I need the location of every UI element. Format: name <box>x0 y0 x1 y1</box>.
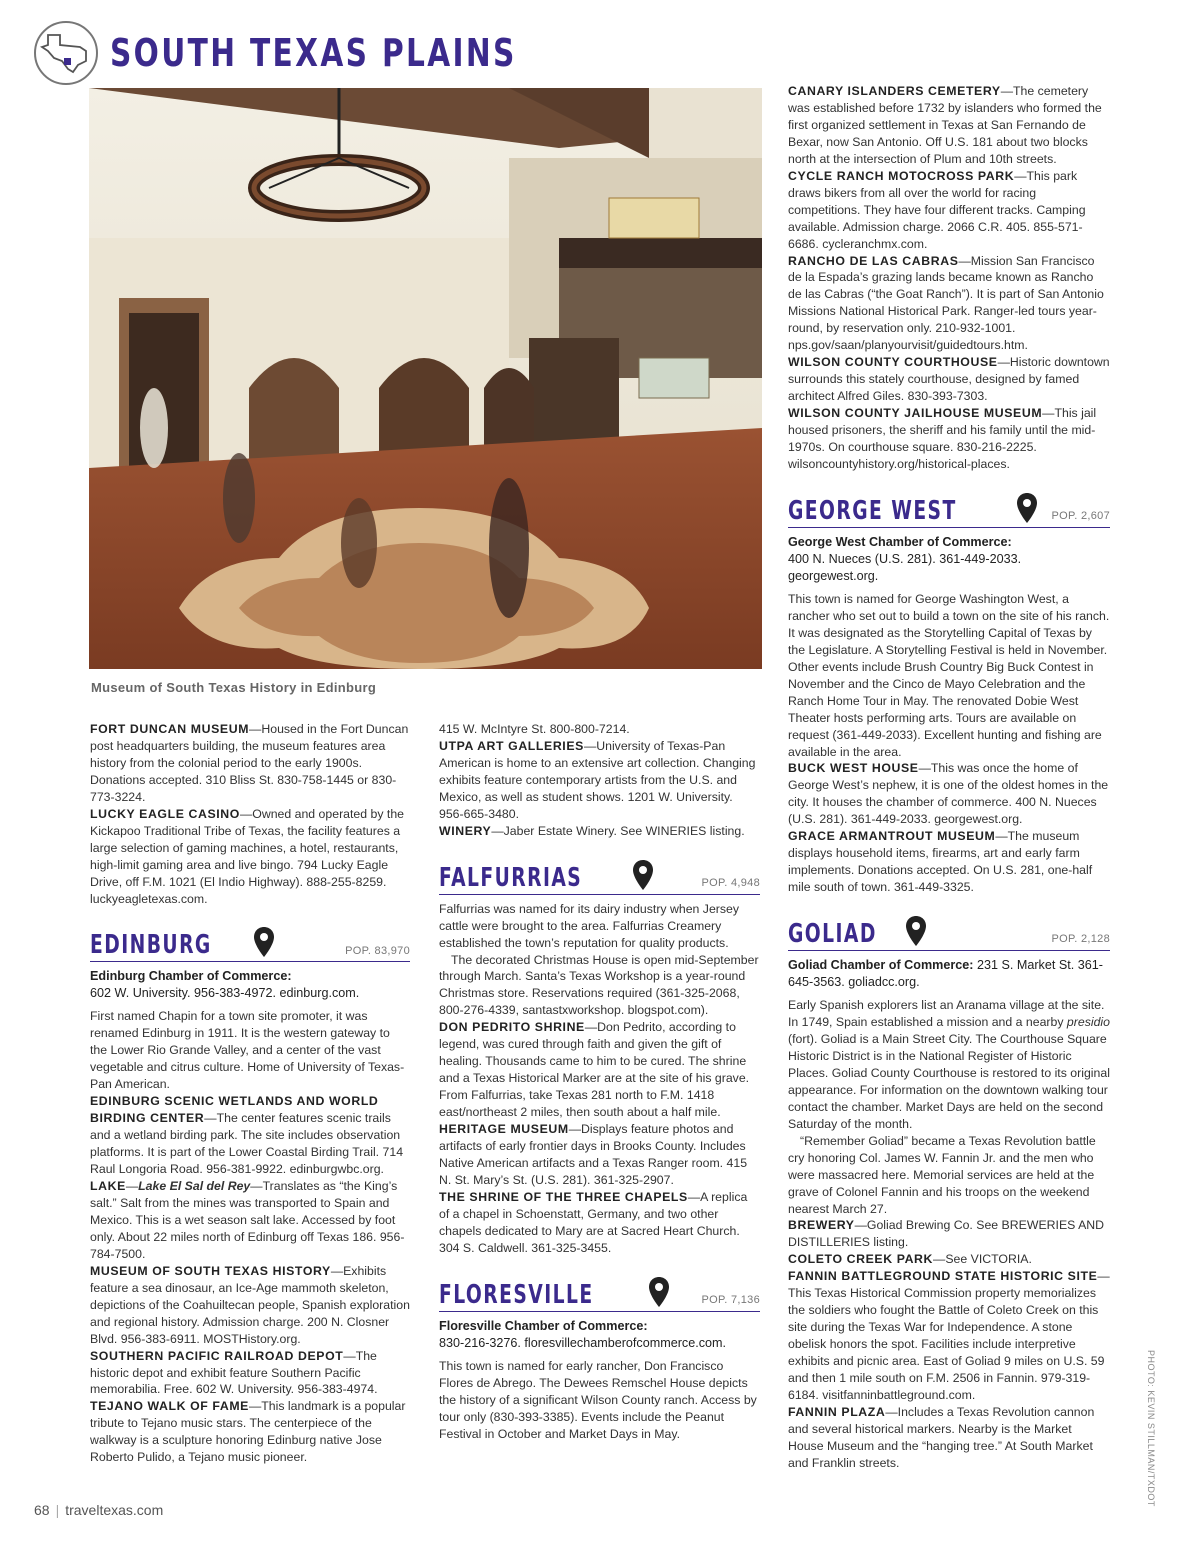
town-population: POP. 2,607 <box>1051 509 1110 522</box>
town-intro: This town is named for George Washington West, a rancher who set out to build a town on the site of his ranch. It was designated as the Storytelling Capital of Texas by the Legislature. A Storytelling Festival is held in November. Other events include Brush Country Big Buck Contest in November and the Cinco de Mayo Celebration and the Ranch Home Tour in May. The renovated Dobie West Theater hosts performing arts. Tours are available on request (361-449-2033). Excellent hunting and fishing are available in the area. <box>788 591 1110 759</box>
listing-text: —Don Pedrito, according to legend, was cured through faith and given the gift of healing. Thousands came to him to be cured. The shrine and a Texas Historical Marker are at the site of his grave. From Falfurrias, take Texas 281 north to F.M. 1418 east/northeast 2 miles, then south about a half mile. <box>439 1020 750 1120</box>
listing-heritage-museum <box>439 1121 760 1189</box>
listing-heading: LAKE <box>90 1179 126 1194</box>
town-name: GOLIAD <box>788 919 877 950</box>
chamber-contact: 400 N. Nueces (U.S. 281). 361-449-2033. georgewest.org. <box>788 551 1022 583</box>
texas-map-icon <box>34 21 98 85</box>
map-pin-icon <box>632 859 654 891</box>
intro-italic: presidio <box>1066 1015 1110 1030</box>
region-title: SOUTH TEXAS PLAINS <box>110 31 517 75</box>
town-intro: “Remember Goliad” became a Texas Revolution battle cry honoring Col. James W. Fannin Jr. and the men who were massacred here. Memorial services are held at the grave of Colonel Fannin and his troops on the weekend nearest March 27. <box>788 1133 1096 1216</box>
listing-text: —This landmark is a popular tribute to Tejano music stars. The centerpiece of the walkway is a sculpture honoring Edinburg native Jose Roberto Pulido, a Tejano music pioneer. <box>90 1399 406 1465</box>
listing-text: —The historic depot and exhibit feature Southern Pacific memorabilia. Free. 602 W. University. 956-383-4974. <box>90 1348 378 1397</box>
listing-text: —Goliad Brewing Co. See BREWERIES AND DISTILLERIES listing. <box>788 1218 1105 1250</box>
listing-subtitle: Lake El Sal del Rey <box>138 1179 251 1194</box>
town-name: GEORGE WEST <box>788 495 957 526</box>
town-intro: This town is named for early rancher, Don Francisco Flores de Abrego. The Dewees Remschel House depicts the history of a significant Wilson County ranch. Access by tour only (830-393-3385). Events include the Peanut Festival in October and Market Days in May. <box>439 1358 757 1441</box>
chamber-name: Floresville Chamber of Commerce: <box>439 1318 648 1333</box>
listing-tejano-walk-of-fame <box>90 1398 410 1466</box>
listing-wilson-county-jailhouse <box>788 405 1110 473</box>
town-population: POP. 7,136 <box>701 1293 760 1306</box>
listing-text: —Historic downtown surrounds this stately courthouse, designed by famed architect Alfred Giles. 830-393-7303. <box>788 355 1110 404</box>
listing-wilson-county-courthouse <box>788 354 1110 405</box>
town-name: FLORESVILLE <box>439 1279 594 1310</box>
map-pin-icon <box>905 915 927 947</box>
listing-heading: EDINBURG SCENIC WETLANDS AND WORLD BIRDING CENTER <box>90 1094 379 1126</box>
listing-heading: BUCK WEST HOUSE <box>788 761 919 776</box>
listing-text: —This jail housed prisoners, the sheriff and his family until the mid-1970s. On courthouse square. 830-216-2225. wilsoncountyhistory.org/historical-places. <box>788 406 1097 471</box>
listing-heading: WILSON COUNTY COURTHOUSE <box>788 355 998 370</box>
listing-fannin-battleground <box>788 1268 1110 1404</box>
chamber-info <box>788 534 1110 585</box>
listing-continuation: 415 W. McIntyre St. 800-800-7214. <box>439 722 630 736</box>
chamber-contact: 602 W. University. 956-383-4972. edinburg.com. <box>90 986 360 1001</box>
page-footer <box>34 1502 163 1518</box>
listing-text: —Includes a Texas Revolution cannon and several historical markers. Nearby is the Market House Museum and the “hanging tree.” At South Market and Franklin streets. <box>788 1404 1095 1470</box>
column-3 <box>788 83 1110 1472</box>
listing-winery <box>439 823 760 840</box>
chamber-name: George West Chamber of Commerce: <box>788 534 1012 549</box>
page-header <box>34 20 631 86</box>
listing-text: —A replica of a chapel in Schoenstatt, Germany, and two other chapels dedicated to Mary are at Sacred Heart Church. 304 S. Caldwell. 361-325-3455. <box>439 1189 748 1255</box>
listing-heading: FANNIN BATTLEGROUND STATE HISTORIC SITE <box>788 1269 1098 1284</box>
listing-heading: SOUTHERN PACIFIC RAILROAD DEPOT <box>90 1348 344 1363</box>
listing-text: —This Texas Historical Commission property memorializes the soldiers who fought the Battle of Coleto Creek on this site during the Texas War for Independence. A stone obelisk honors the spot. Facilities include interpretive exhibits and picnic area. East of Goliad 9 miles on U.S. 59 and then 1 mile south on F.M. 2506 in Fannin. 979-319-6184. visitfanninbattleground.com. <box>788 1269 1110 1402</box>
listing-lake: LAKE—Lake El Sal del Rey—Translates as “the King’s salt.” Salt from the mines was transported to Spain and Mexico. This is a wet season salt lake. Accessed by foot only. About 22 miles north of Edinburg off Texas 186. 956-784-7500. <box>90 1179 405 1261</box>
town-population: POP. 4,948 <box>701 876 760 889</box>
town-name: FALFURRIAS <box>439 862 583 893</box>
column-1 <box>90 721 410 1466</box>
footer-separator: | <box>55 1502 60 1518</box>
listing-heading: FORT DUNCAN MUSEUM <box>90 722 250 736</box>
listing-coleto-creek-park <box>788 1251 1110 1268</box>
listing-fort-duncan-museum <box>90 721 410 806</box>
map-pin-icon <box>648 1276 670 1308</box>
listing-text: —This was once the home of George West’s nephew, it is one of the oldest homes in the city. It houses the chamber of commerce. 400 N. Nueces (U.S. 281). 361-449-2033. georgewest.org. <box>788 761 1109 827</box>
listing-southern-pacific-depot <box>90 1348 410 1399</box>
listing-heading: BREWERY <box>788 1218 855 1233</box>
listing-utpa-art-galleries <box>439 738 760 823</box>
town-intro <box>788 997 1110 1133</box>
town-population: POP. 83,970 <box>345 944 410 957</box>
town-intro: The decorated Christmas House is open mid-September through March. Santa’s Texas Workshop is a year-round Christmas store. Reservations required (361-325-2068, 800-276-4339, santastxworkshop. blogspot.com). <box>439 952 759 1018</box>
listing-lucky-eagle-casino <box>90 806 410 908</box>
listing-text: —See VICTORIA. <box>933 1252 1032 1267</box>
footer-site-link[interactable]: traveltexas.com <box>65 1502 164 1518</box>
chamber-name: Edinburg Chamber of Commerce: <box>90 969 292 984</box>
listing-text: —The cemetery was established before 1732 by islanders who formed the first organized settlement in Texas at San Fernando de Bexar, now San Antonio. Off U.S. 181 about two blocks north at the intersection of Plum and 10th streets. <box>788 84 1102 166</box>
listing-museum-south-texas-history <box>90 1263 410 1348</box>
listing-text: —Housed in the Fort Duncan post headquarters building, the museum features area history from the colonial period to the early 1900s. Donations accepted. 310 Bliss St. 830-758-1445 or 830-773-3224. <box>90 722 409 804</box>
chamber-info <box>788 957 1110 991</box>
chamber-contact: 830-216-3276. floresvillechamberofcommerce.com. <box>439 1335 726 1350</box>
listing-buck-west-house <box>788 760 1110 828</box>
listing-shrine-three-chapels <box>439 1189 760 1257</box>
listing-don-pedrito-shrine <box>439 1019 760 1121</box>
town-intro: Falfurrias was named for its dairy industry when Jersey cattle were brought to the area. Falfurrias Creamery established the town’s reputation for quality products. <box>439 901 740 950</box>
town-header-george-west <box>788 481 1110 528</box>
museum-interior-photo <box>89 88 762 669</box>
listing-heading: DON PEDRITO SHRINE <box>439 1020 585 1035</box>
column-2 <box>439 721 760 1442</box>
listing-heading: WINERY <box>439 823 492 838</box>
listing-heading: TEJANO WALK OF FAME <box>90 1399 249 1414</box>
listing-grace-armantrout-museum <box>788 828 1110 896</box>
listing-rancho-de-las-cabras <box>788 253 1110 355</box>
listing-edinburg-wetlands <box>90 1093 410 1178</box>
listing-text: —Exhibits feature a sea dinosaur, an Ice-Age mammoth skeleton, depictions of the Coahuiltecan people, Spanish exploration and regional history. Admission charge. 200 N. Closner Blvd. 956-383-6911. MOSTHistory.org. <box>90 1263 410 1346</box>
listing-heading: UTPA ART GALLERIES <box>439 738 584 753</box>
listing-heading: HERITAGE MUSEUM <box>439 1122 569 1137</box>
chamber-info <box>439 1318 760 1352</box>
listing-heading: MUSEUM OF SOUTH TEXAS HISTORY <box>90 1263 331 1278</box>
chamber-contact: 231 S. Market St. 361-645-3563. goliadcc.org. <box>788 958 1103 990</box>
listing-text: —Jaber Estate Winery. See WINERIES listing. <box>491 823 745 838</box>
town-header-floresville <box>439 1265 760 1312</box>
town-header-goliad <box>788 904 1110 951</box>
listing-heading: CYCLE RANCH MOTOCROSS PARK <box>788 168 1015 183</box>
intro-text: Early Spanish explorers list an Aranama village at the site. In 1749, Spain established a mission and a nearby <box>788 998 1105 1030</box>
map-pin-icon <box>1016 492 1038 524</box>
listing-heading: WILSON COUNTY JAILHOUSE MUSEUM <box>788 406 1043 421</box>
listing-heading: THE SHRINE OF THE THREE CHAPELS <box>439 1189 688 1204</box>
chamber-info <box>90 968 410 1002</box>
listing-heading: COLETO CREEK PARK <box>788 1252 934 1267</box>
listing-text: —This park draws bikers from all over the world for racing competitions. They have four different tracks. Camping available. Admission charge. 2066 C.R. 405. 855-571-6686. cycleranchmx.com. <box>788 168 1086 251</box>
town-intro: First named Chapin for a town site promoter, it was renamed Edinburg in 1911. It is the western gateway to the Lower Rio Grande Valley, and a center of the vast vegetable and citrus culture. Home of University of Texas-Pan American. <box>90 1009 405 1092</box>
town-name: EDINBURG <box>90 930 212 961</box>
map-pin-icon <box>253 926 275 958</box>
listing-heading: GRACE ARMANTROUT MUSEUM <box>788 829 996 844</box>
listing-text: —Owned and operated by the Kickapoo Traditional Tribe of Texas, the facility features a large selection of gaming machines, a hotel, restaurants, high-limit gaming area and live bingo. 794 Lucky Eagle Drive, off F.M. 1021 (El Indio Highway). 888-255-8259. luckyeagletexas.com. <box>90 806 405 906</box>
page-number: 68 <box>34 1502 50 1518</box>
listing-text: —The center features scenic trails and a wetland birding park. The site includes observation platforms. It is part of the Lower Coastal Birding Trail. 714 Raul Longoria Road. 956-381-9922. edinburgwbc.org. <box>90 1111 404 1177</box>
listing-text: —The museum displays household items, firearms, art and early farm implements. Donations accepted. On U.S. 281, one-half mile south of town. 361-449-3325. <box>788 829 1093 895</box>
photo-caption: Museum of South Texas History in Edinburg <box>91 680 377 695</box>
listing-cycle-ranch <box>788 168 1110 253</box>
town-header-falfurrias <box>439 848 760 895</box>
listing-heading: CANARY ISLANDERS CEMETERY <box>788 84 1001 98</box>
town-population: POP. 2,128 <box>1051 933 1110 946</box>
town-header-edinburg <box>90 915 410 962</box>
listing-heading: LUCKY EAGLE CASINO <box>90 806 240 821</box>
listing-canary-islanders-cemetery <box>788 83 1110 168</box>
chamber-name: Goliad Chamber of Commerce: <box>788 958 974 973</box>
listing-heading: FANNIN PLAZA <box>788 1404 886 1419</box>
listing-text: —Displays feature photos and artifacts of early frontier days in Brooks County. Includes Native American artifacts and a Texas Ranger room. 415 N. St. Mary’s St. (U.S. 281). 361-325-2907. <box>439 1122 748 1187</box>
photo-credit: PHOTO: KEVIN STILLMAN/TXDOT <box>1146 1350 1156 1507</box>
listing-heading: RANCHO DE LAS CABRAS <box>788 253 959 268</box>
listing-text: —University of Texas-Pan American is home to an extensive art collection. Changing exhibits feature contemporary artists from the U.S. and Mexico, as well as student shows. 1201 W. University. 956-665-3480. <box>439 738 756 821</box>
intro-text: (fort). Goliad is a Main Street City. The Courthouse Square Historic District is in the National Register of Historic Places. Goliad County Courthouse is restored to its original appearance. For information on the downtown walking tour contact the chamber. Market Days are held on the second Saturday of the month. <box>788 1031 1110 1131</box>
listing-fannin-plaza <box>788 1404 1110 1472</box>
listing-text: —Mission San Francisco de la Espada’s grazing lands became known as Rancho de las Cabras (“the Goat Ranch”). It is part of San Antonio Missions National Historical Park. Ranger-led tours year-round, by reservation only. 210-932-1001. nps.gov/saan/planyourvisit/guidedtours.htm. <box>788 253 1104 353</box>
listing-text: —Translates as “the King’s salt.” Salt from the mines was transported to Spain and Mexico. This is a wet season salt lake. Accessed by foot only. About 22 miles north of Edinburg off Texas 186. 956-784-7500. <box>90 1179 405 1261</box>
listing-brewery <box>788 1217 1110 1251</box>
